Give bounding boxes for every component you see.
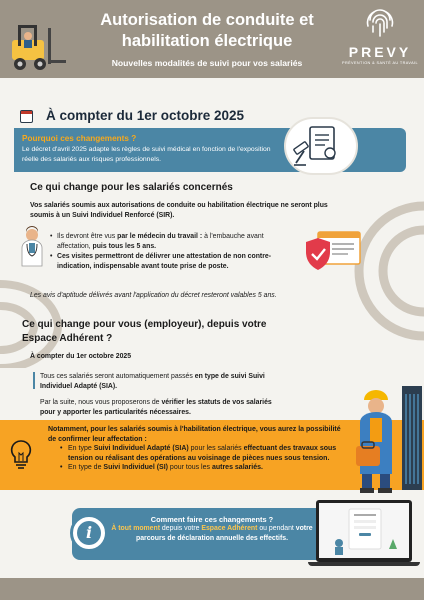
certificate-shield-icon <box>300 228 364 274</box>
laptop-base <box>308 562 420 566</box>
fingerprint-icon <box>362 6 398 42</box>
calendar-icon <box>20 110 33 123</box>
footer-band <box>0 578 424 600</box>
gavel-document-icon <box>286 119 356 173</box>
logo-wordmark: PREVY <box>348 44 412 60</box>
page-title: Autorisation de conduite et habilitation électrique <box>100 11 314 50</box>
prevy-logo <box>340 6 420 72</box>
effective-date-heading: À compter du 1er octobre 2025 <box>46 108 245 123</box>
cta-text: À tout moment depuis votre Espace Adhérent ou pendant votre parcours de déclaration annuelle des effectifs. <box>111 525 313 542</box>
cta-title: Comment faire ces changements ? <box>150 515 274 524</box>
why-text: Le décret d'avril 2025 adapte les règles de suivi médical en fonction de l'exposition réelle des salariés aux risques professionnels. <box>22 146 271 163</box>
forklift-icon <box>4 22 70 74</box>
auto-switch-text: Tous ces salariés seront automatiquement passés en type de suivi Suivi Individuel Adapté (SIA). <box>40 373 265 390</box>
page-subtitle: Nouvelles modalités de suivi pour vos salariés <box>111 58 303 68</box>
verify-text: Par la suite, nous vous proposerons de vérifier les statuts de vos salariés pour y apporter les particularités nécessaires. <box>40 399 272 416</box>
validity-note: Les avis d'aptitude délivrés avant l'application du décret resteront valables 5 ans. <box>30 292 277 299</box>
login-page-illustration <box>319 503 409 558</box>
logo-tagline: PRÉVENTION & SANTÉ AU TRAVAIL <box>342 61 418 65</box>
accent-bar-1 <box>33 372 35 389</box>
employer-section-title: Ce qui change pour vous (employeur), depuis votre Espace Adhérent ? <box>22 319 267 344</box>
info-icon: i <box>70 514 108 552</box>
employees-bullet-2: • Ces visites permettront de délivrer une attestation de non contre-indication, indispensable avant toute prise de poste. <box>57 252 289 272</box>
lightbulb-icon <box>8 438 34 472</box>
employer-date: À compter du 1er octobre 2025 <box>30 353 132 360</box>
why-title: Pourquoi ces changements ? <box>22 134 137 143</box>
notice-text: Notamment, pour les salariés soumis à l'habilitation électrique, vous aurez la possibilité de confirmer leur affectation : • En type Suivi Individuel Adapté (SIA) pour les salariés effectuant des travaux sous tension ou réalisant des opérations au voisinage de pièces nues sous tension. • En type de Suivi Individuel (SI) pour tous les autres salariés. <box>48 426 341 472</box>
employees-intro: Vos salariés soumis aux autorisations de conduite ou habilitation électrique ne seront plus soumis à un Suivi Individuel Renforcé (SIR). <box>30 202 328 219</box>
doctor-icon <box>18 226 46 268</box>
employees-bullet-1: • Ils devront être vus par le médecin du travail : à l'embauche avant affectation, puis tous les 5 ans. <box>57 232 277 252</box>
employees-section-title: Ce qui change pour les salariés concernés <box>30 182 233 193</box>
laptop-display <box>319 503 409 558</box>
electrician-illustration <box>352 384 424 496</box>
decree-badge <box>284 117 358 175</box>
